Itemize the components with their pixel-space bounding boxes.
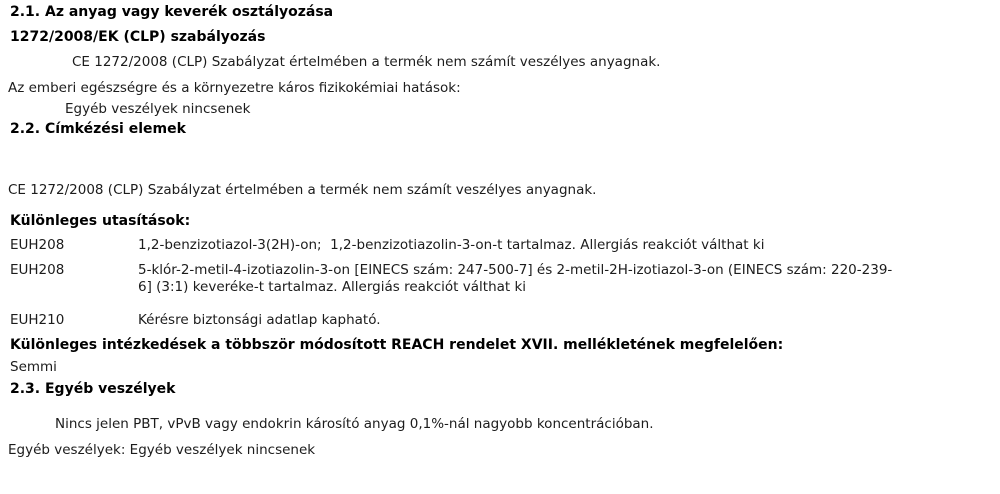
- physicochemical-effects-label: Az emberi egészségre és a környezetre káros fizikokémiai hatások:: [8, 80, 461, 96]
- euh-code: EUH210: [10, 312, 65, 328]
- euh-statement-text: Kérésre biztonsági adatlap kapható.: [138, 312, 381, 328]
- pbt-statement: Nincs jelen PBT, vPvB vagy endokrin károsító anyag 0,1%-nál nagyobb koncentrációban.: [55, 416, 654, 432]
- euh-statement-text: 1,2-benzizotiazol-3(2H)-on; 1,2-benzizotiazolin-3-on-t tartalmaz. Allergiás reakciót válthat ki: [138, 237, 765, 253]
- euh-code: EUH208: [10, 237, 65, 253]
- clp-statement-2-1: CE 1272/2008 (CLP) Szabályzat értelmében a termék nem számít veszélyes anyagnak.: [72, 54, 661, 70]
- euh-statement-row: [10, 312, 381, 329]
- euh-code: EUH208: [10, 262, 65, 278]
- clp-regulation-heading: 1272/2008/EK (CLP) szabályozás: [10, 29, 266, 45]
- euh-statement-row: [10, 237, 764, 254]
- clp-statement-2-2: CE 1272/2008 (CLP) Szabályzat értelmében a termék nem számít veszélyes anyagnak.: [8, 182, 597, 198]
- section-2-1-heading: 2.1. Az anyag vagy keverék osztályozása: [10, 4, 334, 20]
- reach-measures-value: Semmi: [10, 359, 57, 375]
- section-2-2-heading: 2.2. Címkézési elemek: [10, 121, 186, 137]
- section-2-3-heading: 2.3. Egyéb veszélyek: [10, 381, 176, 397]
- euh-statement-row: [10, 262, 896, 296]
- special-instructions-heading: Különleges utasítások:: [10, 213, 191, 229]
- euh-statement-text: 5-klór-2-metil-4-izotiazolin-3-on [EINECS szám: 247-500-7] és 2-metil-2H-izotiazol-3-on (EINECS szám: 220-239-6] (3:1) keveréke-t tartalmaz. Allergiás reakciót válthat ki: [138, 262, 893, 295]
- reach-measures-heading: Különleges intézkedések a többször módosított REACH rendelet XVII. mellékletének megfelelően:: [10, 337, 784, 353]
- physicochemical-effects-value: Egyéb veszélyek nincsenek: [65, 101, 251, 117]
- other-hazards-line: Egyéb veszélyek: Egyéb veszélyek nincsenek: [8, 442, 316, 458]
